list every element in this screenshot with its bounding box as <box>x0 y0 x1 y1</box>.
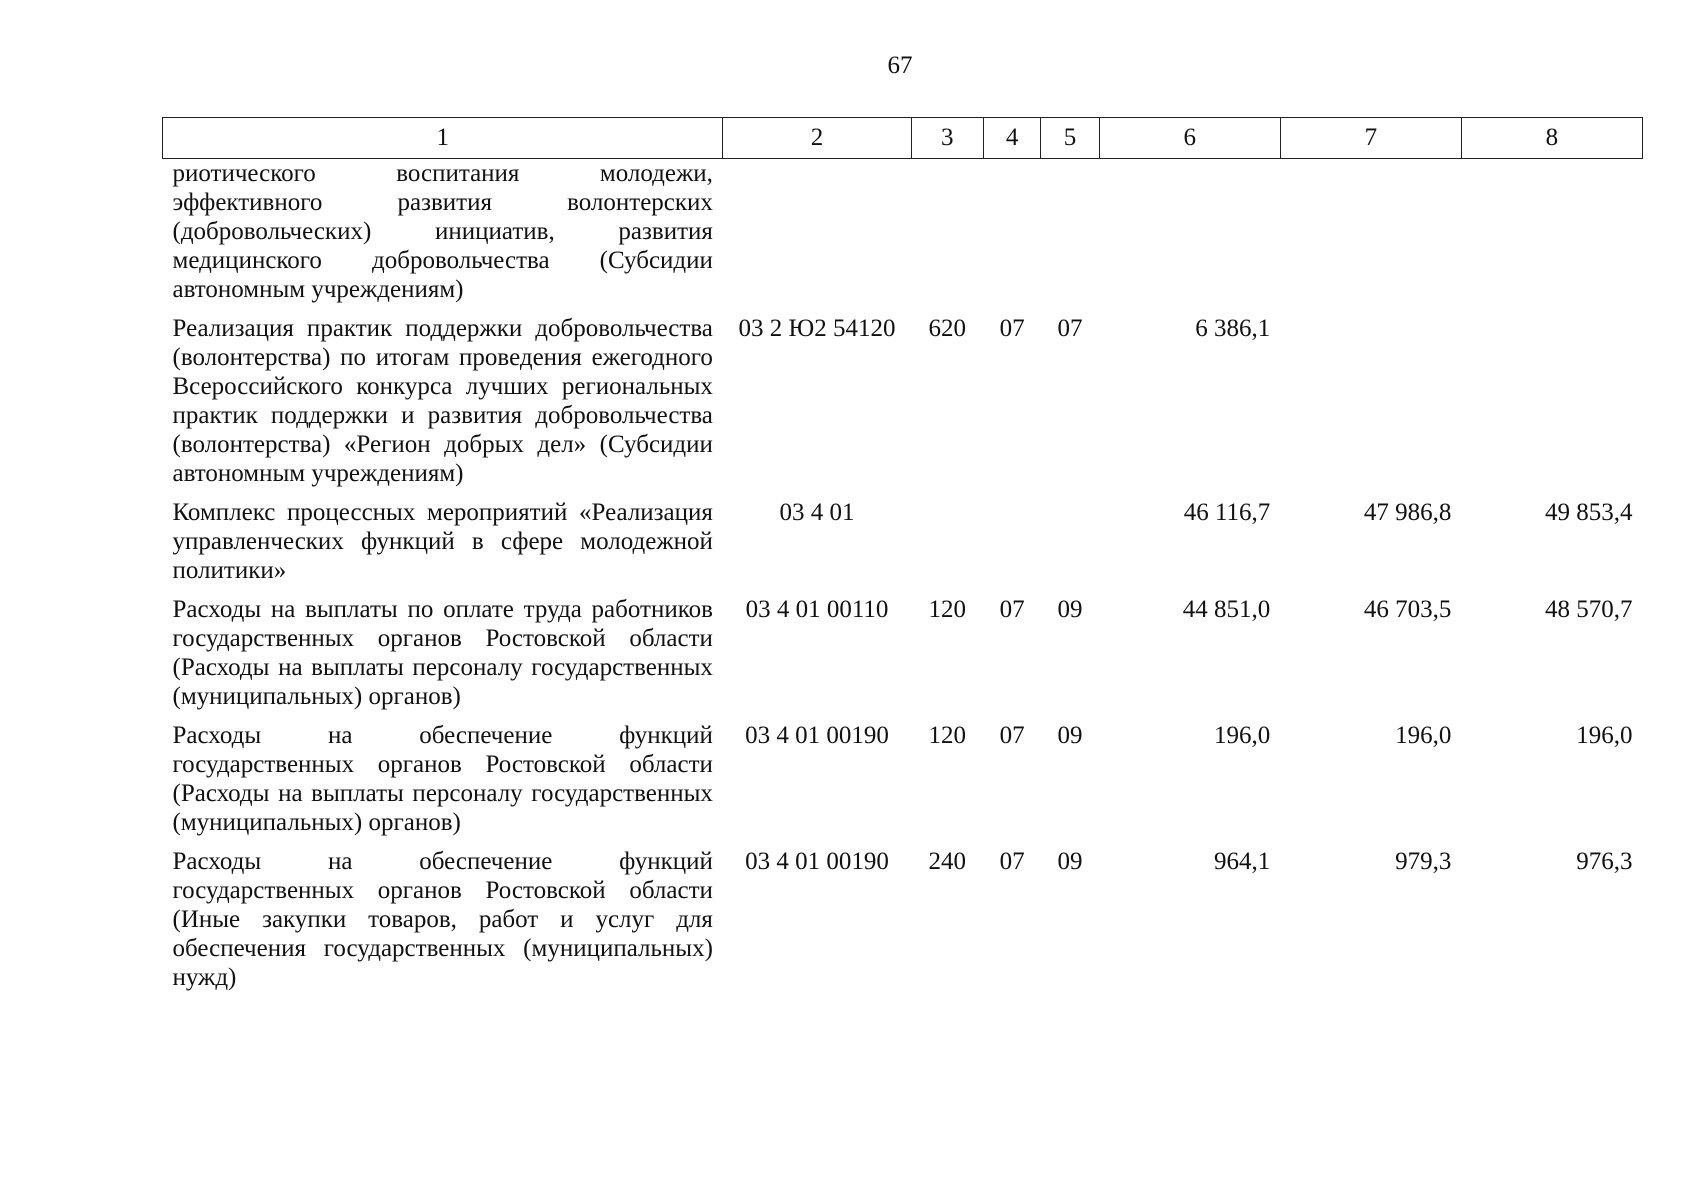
row-year-1: 46 116,7 <box>1183 499 1271 526</box>
row-name: Расходы на обеспечение функций государственных органов Ростовской области (Иные закупки товаров, работ и услуг для обеспечения государственных (муниципальных) нужд) <box>172 848 713 991</box>
row-pr: 07 <box>1057 315 1083 342</box>
row-year-3 <box>1461 159 1642 315</box>
row-year-1: 964,1 <box>1214 848 1271 875</box>
page-number: 67 <box>887 52 913 79</box>
row-pr <box>1041 498 1099 595</box>
table-row <box>163 159 1643 315</box>
header-col-8: 8 <box>1461 118 1642 159</box>
row-vr <box>911 159 983 315</box>
row-year-2 <box>1280 314 1461 498</box>
row-csr: 03 4 01 00190 <box>745 722 889 749</box>
table-row <box>163 595 1643 721</box>
row-name: риотического воспитания молодежи, эффективного развития волонтерских (добровольческих) инициатив, развития медицинского добровольчества (Субсидии автономным учреждениям) <box>172 160 713 303</box>
row-rz <box>983 159 1040 315</box>
header-col-5: 5 <box>1041 118 1099 159</box>
row-csr: 03 2 Ю2 54120 <box>738 315 896 342</box>
table-row <box>163 314 1643 498</box>
row-vr: 120 <box>928 596 967 623</box>
row-year-2: 47 986,8 <box>1363 499 1452 526</box>
row-pr: 09 <box>1057 596 1083 623</box>
row-rz <box>983 498 1040 595</box>
row-year-3: 49 853,4 <box>1545 499 1633 526</box>
row-year-1 <box>1099 159 1280 315</box>
row-csr: 03 4 01 00190 <box>745 848 889 875</box>
table-row <box>163 721 1643 847</box>
header-row <box>163 118 1643 159</box>
row-year-1: 6 386,1 <box>1195 315 1271 342</box>
header-col-1: 1 <box>163 118 723 159</box>
row-rz: 07 <box>999 596 1025 623</box>
row-pr: 09 <box>1057 722 1083 749</box>
row-rz: 07 <box>999 315 1025 342</box>
table-row <box>163 847 1643 1002</box>
row-pr <box>1041 159 1099 315</box>
row-year-2: 196,0 <box>1395 722 1452 749</box>
row-year-3: 976,3 <box>1576 848 1633 875</box>
row-vr: 120 <box>928 722 967 749</box>
row-year-1: 44 851,0 <box>1182 596 1271 623</box>
row-pr: 09 <box>1057 848 1083 875</box>
table-header <box>163 118 1643 159</box>
row-year-3: 196,0 <box>1576 722 1633 749</box>
row-name: Комплекс процессных мероприятий «Реализация управленческих функций в сфере молодежной политики» <box>172 499 713 584</box>
table-body <box>163 159 1643 1003</box>
row-csr: 03 4 01 <box>779 499 855 526</box>
header-col-6: 6 <box>1099 118 1280 159</box>
row-year-2: 979,3 <box>1395 848 1452 875</box>
row-vr: 240 <box>928 848 967 875</box>
row-csr <box>723 159 911 315</box>
row-rz: 07 <box>999 722 1025 749</box>
header-col-3: 3 <box>911 118 983 159</box>
row-vr: 620 <box>928 315 967 342</box>
row-year-3 <box>1461 314 1642 498</box>
header-col-2: 2 <box>723 118 911 159</box>
row-name: Расходы на обеспечение функций государственных органов Ростовской области (Расходы на выплаты персоналу государственных (муниципальных) органов) <box>172 722 713 836</box>
budget-table <box>162 117 1643 1002</box>
row-year-1: 196,0 <box>1214 722 1271 749</box>
row-csr: 03 4 01 00110 <box>745 596 889 623</box>
row-name: Реализация практик поддержки добровольчества (волонтерства) по итогам проведения ежегодного Всероссийского конкурса лучших региональных практик поддержки и развития добровольчества (волонтерства) «Регион добрых дел» (Субсидии автономным учреждениям) <box>172 315 713 487</box>
table-row <box>163 498 1643 595</box>
row-name: Расходы на выплаты по оплате труда работников государственных органов Ростовской области (Расходы на выплаты персоналу государственных (муниципальных) органов) <box>172 596 713 710</box>
row-rz: 07 <box>999 848 1025 875</box>
row-vr <box>911 498 983 595</box>
row-year-2 <box>1280 159 1461 315</box>
row-year-2: 46 703,5 <box>1363 596 1452 623</box>
row-year-3: 48 570,7 <box>1545 596 1633 623</box>
header-col-4: 4 <box>983 118 1040 159</box>
header-col-7: 7 <box>1280 118 1461 159</box>
